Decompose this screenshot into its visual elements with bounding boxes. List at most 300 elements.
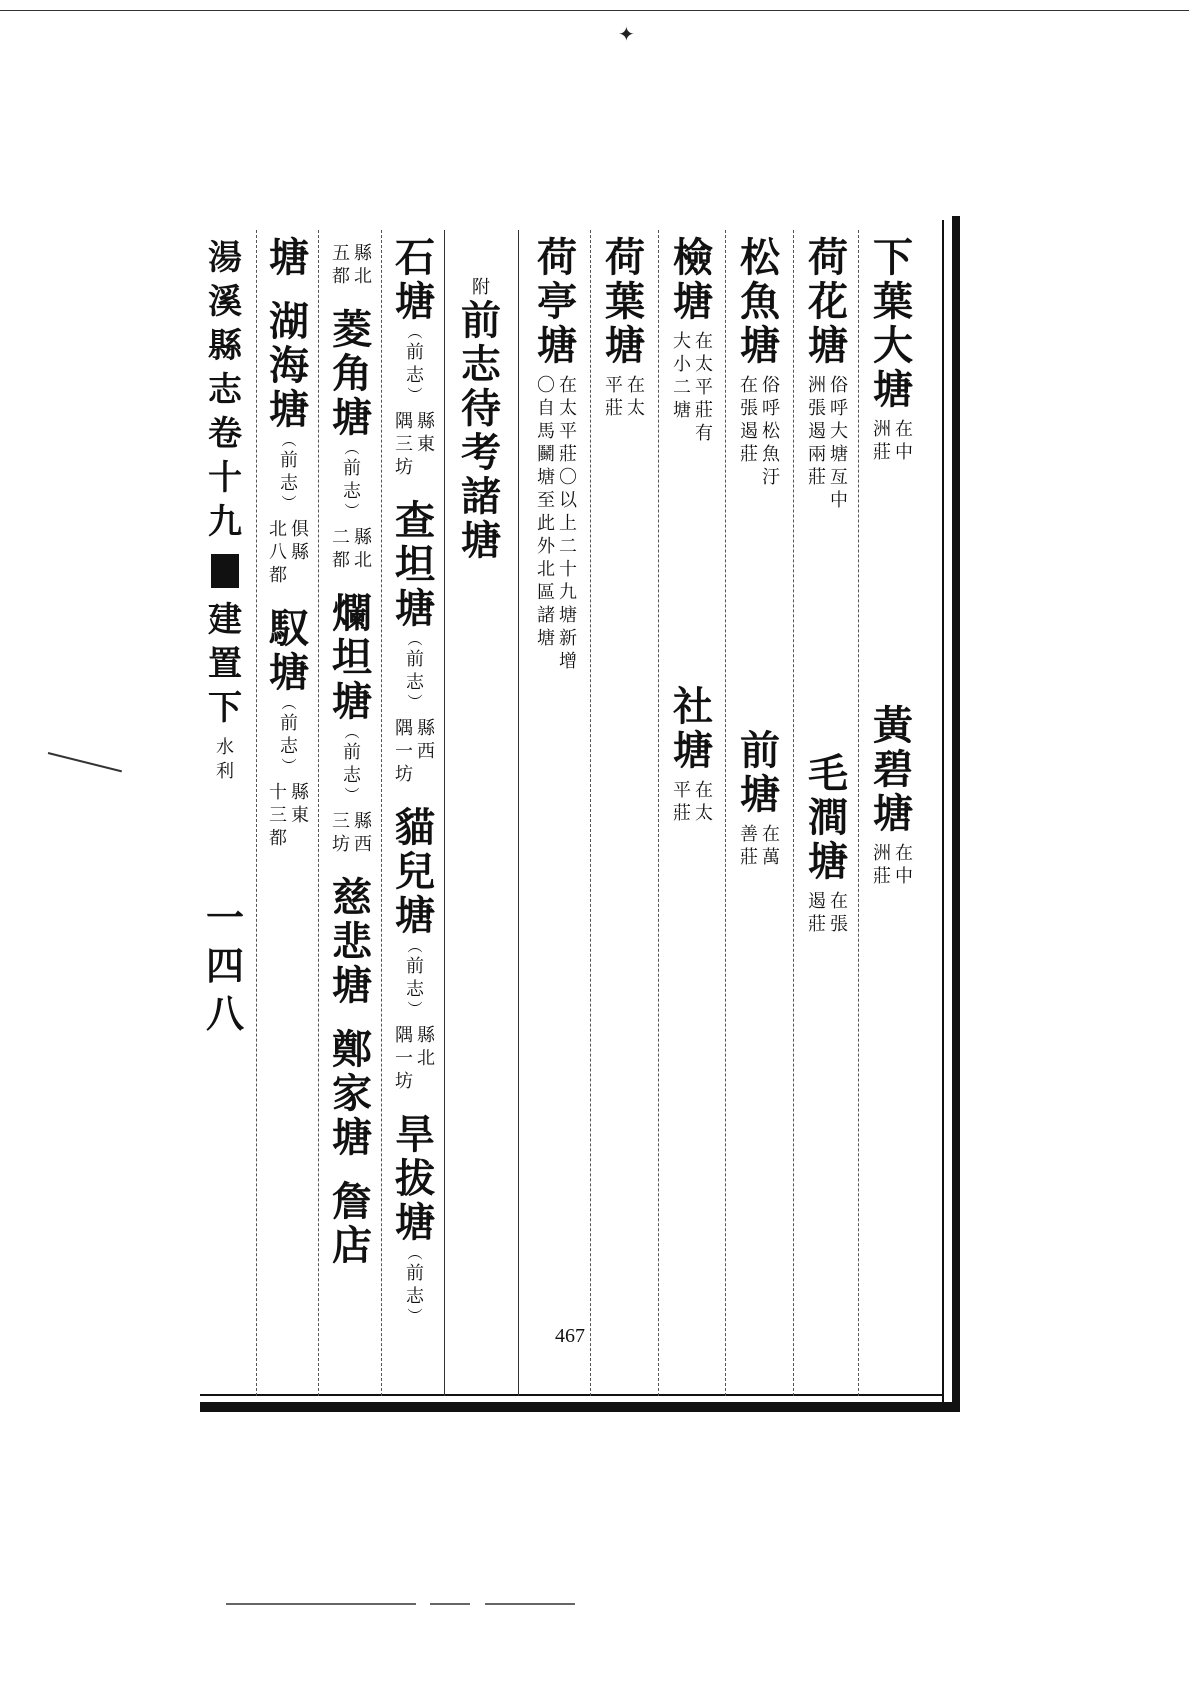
annotation-char: 隅 [395,1025,413,1046]
annotation-line [873,418,891,464]
annotation-char: 外 [537,536,555,557]
annotation-char: 坊 [395,764,413,785]
paren-open: ︵ [407,630,423,648]
entry [269,236,309,280]
margin-title-char: 十 [208,458,242,498]
column-flow [600,236,650,660]
annotation-char: 三 [269,805,287,826]
annotation-char: 〇 [537,375,555,396]
column-flow [266,236,312,870]
annotation-char: 隅 [395,411,413,432]
annotation-char: 遏 [808,891,826,912]
annotation-char: 都 [269,565,287,586]
annotation-line [354,810,372,856]
annotation-line [762,374,780,489]
column-flow [454,236,508,563]
annotation-line [354,242,372,288]
annotation-line [830,374,848,512]
annotation-char: 坊 [395,457,413,478]
margin-section [208,598,242,730]
entry [873,236,913,464]
annotation [740,374,780,489]
entry [395,1113,435,1325]
annotation-char: 中 [895,866,913,887]
paren-char: 前 [406,342,424,363]
annotation-char: 自 [537,398,555,419]
annotation-char: 都 [269,828,287,849]
entry-name-char: 大 [873,322,913,369]
entry-name-char: 花 [808,278,848,325]
paren-char: 志 [280,473,298,494]
entry-name-char: 塘 [673,727,713,774]
entry-name-char: 坦 [332,634,372,681]
heading-prefix-char: 附 [472,277,490,298]
annotation-char: 在 [762,824,780,845]
paren-open: ︵ [281,694,297,712]
annotation-line [354,526,372,572]
annotation-line [269,781,287,850]
annotation-char: 縣 [354,243,372,264]
annotation-line [395,1024,413,1093]
annotation-char: 上 [559,513,577,534]
annotation-char: 馬 [537,421,555,442]
annotation [808,890,848,936]
annotation-char: 莊 [808,467,826,488]
paren-open: ︵ [407,937,423,955]
annotation [673,330,713,445]
annotation-char: 十 [269,782,287,803]
annotation-char: 有 [695,423,713,444]
annotation-char: 在 [830,891,848,912]
annotation-char: 縣 [417,718,435,739]
entry-name-char: 拔 [395,1155,435,1202]
entry-name-char: 塘 [395,278,435,325]
annotation-char: 諸 [537,605,555,626]
annotation-line [395,410,413,479]
entry-name-char: 湖 [269,298,309,345]
entry-name-char: 塘 [605,322,645,369]
paren-close: ︶ [407,1000,423,1018]
margin-title [208,236,242,544]
paren-char: 志 [406,979,424,1000]
entry-name-char: 詹 [332,1178,372,1225]
annotation [395,1024,435,1093]
annotation-line [830,890,848,936]
entry [537,236,577,673]
annotation-char: 太 [559,398,577,419]
entry [395,806,435,1093]
annotation-char: 遏 [808,421,826,442]
annotation [873,842,913,888]
annotation-char: 兩 [808,444,826,465]
column-flow [528,236,586,693]
entry-name-char: 塘 [269,234,309,281]
paren-close: ︶ [344,502,360,520]
annotation-char: 西 [417,741,435,762]
margin-folio-char: 四 [205,943,244,988]
entry-name-char: 荷 [605,234,645,281]
frame-border-right [952,216,960,1412]
annotation-char: 九 [559,582,577,603]
margin-title-char: 志 [208,370,242,410]
annotation-char: 俱 [291,519,309,540]
annotation-line [291,518,309,587]
annotation-char: 五 [332,243,350,264]
annotation-line [332,526,350,572]
annotation-char: 坊 [332,834,350,855]
annotation-char: 三 [395,434,413,455]
entry-name-char: 悲 [332,918,372,965]
entry-name-char: 塘 [740,771,780,818]
column-flow [328,236,376,1288]
annotation-char: 都 [332,266,350,287]
column-flow [803,236,853,956]
entry-name-char: 黃 [873,702,913,749]
annotation-line [695,779,713,825]
annotation [269,781,309,850]
entry [808,752,848,936]
annotation-char: 北 [354,266,372,287]
annotation-char: 新 [559,628,577,649]
entry-name-char: 爛 [332,590,372,637]
annotation-char: 遏 [740,421,758,442]
annotation-char: 塘 [830,444,848,465]
margin-column [200,236,250,1038]
margin-title-char: 溪 [208,282,242,322]
annotation-char: 俗 [830,375,848,396]
annotation [332,242,372,288]
scan-dash-mid [430,1603,470,1605]
annotation-char: 平 [559,421,577,442]
heading-char: 志 [461,341,501,388]
heading-char: 前 [461,297,501,344]
entry-name-char: 塘 [395,892,435,939]
entry-name-char: 塘 [673,278,713,325]
annotation-line [740,374,758,489]
frame-border-right-inner [942,220,944,1408]
entry-name-char: 塘 [332,962,372,1009]
text-column [258,236,320,1386]
heading-prefix [472,276,490,299]
margin-section-sub [216,736,234,784]
annotation-char: 中 [895,442,913,463]
annotation [395,410,435,479]
annotation-char: 莊 [873,866,891,887]
entry-name-char: 下 [873,234,913,281]
annotation-char: 洲 [873,419,891,440]
entry-name-char: 碧 [873,746,913,793]
annotation-char: 莊 [695,400,713,421]
frame-border-bottom [200,1402,960,1412]
entry-name-char: 毛 [808,750,848,797]
text-column [592,236,658,1386]
text-column [727,236,793,1386]
annotation-line [291,781,309,850]
annotation-char: 縣 [291,542,309,563]
annotation-char: 坊 [395,1071,413,1092]
annotation-line [740,823,758,869]
annotation-line [417,717,435,786]
entry-name-char: 菱 [332,306,372,353]
annotation-char: 二 [559,536,577,557]
annotation-char: 〇 [559,467,577,488]
entry-name-char: 荷 [537,234,577,281]
entry [332,1028,372,1160]
annotation-char: 大 [673,331,691,352]
entry [873,704,913,888]
annotation-char: 在 [895,843,913,864]
entry-name-char: 松 [740,234,780,281]
citation-paren [343,440,361,520]
margin-section-char: 建 [208,600,242,640]
entry-name-char: 塘 [873,366,913,413]
citation-paren [343,724,361,804]
paren-char: 志 [406,672,424,693]
annotation-char: 善 [740,824,758,845]
paren-char: 前 [406,649,424,670]
annotation-char: 張 [830,914,848,935]
annotation-line [269,518,287,587]
annotation [269,518,309,587]
annotation-char: 三 [332,811,350,832]
annotation-char: 一 [395,741,413,762]
paren-char: 前 [406,1263,424,1284]
annotation-char: 塘 [537,628,555,649]
annotation-char: 塘 [673,400,691,421]
top-rule [0,10,1189,11]
annotation-char: 張 [740,398,758,419]
annotation-char: 增 [559,651,577,672]
margin-black-block [211,554,239,588]
annotation-line [417,410,435,479]
text-column [795,236,861,1386]
entry [395,499,435,786]
citation-paren [406,938,424,1018]
paren-close: ︶ [281,757,297,775]
entry-name-char: 塘 [332,394,372,441]
paren-close: ︶ [281,494,297,512]
annotation-char: 北 [417,1048,435,1069]
annotation-char: 塘 [537,467,555,488]
column-divider [793,230,794,1396]
annotation-char: 太 [695,354,713,375]
annotation-char: 莊 [673,803,691,824]
annotation-char: 莊 [740,847,758,868]
entry-name-char: 慈 [332,874,372,921]
annotation-char: 塘 [559,605,577,626]
entry-name-char: 貓 [395,804,435,851]
annotation-char: 萬 [762,847,780,868]
annotation-char: 洲 [873,843,891,864]
annotation-char: 縣 [354,811,372,832]
annotation-char: 二 [673,377,691,398]
annotation-char: 洲 [808,375,826,396]
annotation-line [808,374,826,512]
text-column [520,236,594,1386]
paren-char: 前 [343,742,361,763]
annotation-char: 莊 [808,914,826,935]
entry-name-char: 鄭 [332,1026,372,1073]
paren-char: 前 [406,956,424,977]
entry [332,592,372,856]
entry-name-char: 塘 [395,1199,435,1246]
annotation [332,810,372,856]
entry-name-char: 塘 [332,1114,372,1161]
annotation-line [559,374,577,673]
citation-paren [406,324,424,404]
annotation-char: 在 [627,375,645,396]
entry-name-char: 亭 [537,278,577,325]
scan-dash-right [485,1603,575,1605]
margin-section-char: 置 [208,644,242,684]
paren-char: 志 [280,736,298,757]
ink-mark: ✦ [618,22,635,46]
annotation-char: 至 [537,490,555,511]
annotation-char: 在 [895,419,913,440]
annotation-char: 太 [695,803,713,824]
annotation-char: 東 [291,805,309,826]
annotation-char: 呼 [762,398,780,419]
citation-paren [406,1245,424,1325]
annotation-char: 十 [559,559,577,580]
entry-name-char: 塘 [269,386,309,433]
entry-name-char: 塘 [395,585,435,632]
entry [673,685,713,825]
entry-name-char: 前 [740,727,780,774]
annotation [332,526,372,572]
annotation-char: 松 [762,421,780,442]
annotation-char: 此 [537,513,555,534]
entry-name-char: 旱 [395,1111,435,1158]
annotation [537,374,577,673]
entry [269,607,309,850]
margin-folio [206,894,244,1038]
entry-name-char: 兒 [395,848,435,895]
entry-name-char: 塘 [537,322,577,369]
annotation-char: 縣 [354,527,372,548]
annotation-char: 八 [269,542,287,563]
entry-name-char: 魚 [740,278,780,325]
entry-name-char: 塘 [269,649,309,696]
entry-name-char: 澗 [808,794,848,841]
annotation-char: 都 [332,550,350,571]
annotation [808,374,848,512]
annotation-char: 區 [537,582,555,603]
entry-name-char: 塘 [332,678,372,725]
heading-char: 塘 [461,517,501,564]
entry-name-char: 查 [395,497,435,544]
annotation-line [873,842,891,888]
frame-border-bottom-inner [200,1394,944,1396]
annotation [673,779,713,825]
annotation-line [627,374,645,420]
entry-name-char: 葉 [605,278,645,325]
annotation-char: 平 [695,377,713,398]
annotation-char: 隅 [395,718,413,739]
annotation-line [673,779,691,825]
annotation-char: 小 [673,354,691,375]
entry-name-char: 塘 [740,322,780,369]
page-number: 467 [555,1325,585,1347]
margin-title-char: 卷 [208,414,242,454]
annotation-char: 縣 [417,411,435,432]
entry-name-char: 家 [332,1070,372,1117]
annotation-char: 亙 [830,467,848,488]
column-flow [868,236,918,908]
entry [332,876,372,1008]
margin-sub-char: 水 [216,737,234,758]
citation-paren [280,432,298,512]
annotation-line [417,1024,435,1093]
entry [808,236,848,512]
scan-stroke [48,752,122,772]
heading-char: 考 [461,429,501,476]
annotation-char: 縣 [417,1025,435,1046]
entry-name-char: 社 [673,683,713,730]
paren-char: 前 [280,450,298,471]
annotation-char: 太 [627,398,645,419]
annotation-char: 莊 [873,442,891,463]
annotation-char: 北 [269,519,287,540]
entry [332,308,372,572]
text-column [320,236,384,1386]
entry-name-char: 葉 [873,278,913,325]
column-flow [668,236,718,845]
entry-name-char: 荷 [808,234,848,281]
margin-title-char: 湯 [208,238,242,278]
annotation-line [808,890,826,936]
entry [332,1180,372,1268]
annotation-char: 二 [332,527,350,548]
paren-char: 志 [343,765,361,786]
entry-name-char: 店 [332,1222,372,1269]
entry-name-char: 塘 [808,322,848,369]
margin-title-char: 九 [208,502,242,542]
heading-char: 待 [461,385,501,432]
entry [332,236,372,288]
annotation-char: 汙 [762,467,780,488]
scan-dash-left [226,1603,416,1605]
text-column [660,236,726,1386]
text-column [446,236,516,1386]
margin-section-char: 下 [208,688,242,728]
annotation-char: 北 [537,559,555,580]
paren-char: 前 [343,458,361,479]
annotation-char: 平 [605,375,623,396]
annotation-char: 中 [830,490,848,511]
annotation-line [895,418,913,464]
annotation-char: 莊 [740,444,758,465]
paren-char: 志 [343,481,361,502]
column-divider [658,230,659,1396]
entry-name-char: 海 [269,342,309,389]
annotation-line [762,823,780,869]
entry [740,729,780,869]
entry-name-char: 塘 [873,790,913,837]
entry-name-char: 塘 [808,838,848,885]
paren-close: ︶ [407,693,423,711]
column-flow [391,236,439,1345]
page-frame [200,216,960,1412]
entry [269,300,309,587]
entry [673,236,713,445]
annotation-char: 莊 [559,444,577,465]
annotation-char: 俗 [762,375,780,396]
annotation-char: 呼 [830,398,848,419]
annotation-line [673,330,691,445]
annotation-line [537,374,555,673]
heading-char: 諸 [461,473,501,520]
